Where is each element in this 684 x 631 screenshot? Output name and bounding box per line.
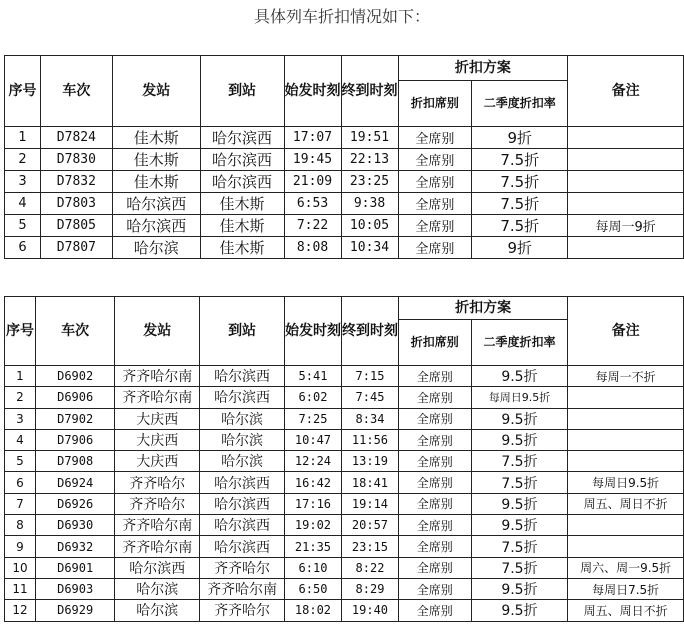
discount-rate-cell: 7.5折 — [472, 215, 568, 237]
table-row — [5, 557, 684, 578]
arrive-time-cell: 7:15 — [341, 366, 398, 387]
remark-cell — [568, 171, 684, 193]
depart-time-cell: 8:08 — [284, 237, 341, 259]
header-plan: 折扣方案 — [398, 56, 568, 81]
train-cell: D6902 — [35, 366, 114, 387]
remark-cell — [568, 536, 684, 557]
from-station-cell: 哈尔滨 — [115, 578, 200, 599]
discount-rate-cell: 9折 — [472, 127, 568, 149]
depart-time-cell: 17:07 — [284, 127, 341, 149]
header-train: 车次 — [35, 297, 114, 366]
from-station-cell: 大庆西 — [115, 408, 200, 429]
seq-cell: 5 — [5, 451, 36, 472]
arrive-time-cell: 7:45 — [341, 387, 398, 408]
to-station-cell: 佳木斯 — [200, 237, 284, 259]
to-station-cell: 哈尔滨西 — [200, 472, 285, 493]
from-station-cell: 哈尔滨西 — [112, 193, 200, 215]
remark-cell: 每周日9.5折 — [568, 472, 684, 493]
seq-cell: 9 — [5, 536, 36, 557]
arrive-time-cell: 20:57 — [341, 515, 398, 536]
to-station-cell: 哈尔滨西 — [200, 515, 285, 536]
depart-time-cell: 12:24 — [284, 451, 341, 472]
remark-cell: 每周一9折 — [568, 215, 684, 237]
to-station-cell: 哈尔滨西 — [200, 366, 285, 387]
header-seat-class: 折扣席别 — [398, 81, 472, 127]
seq-cell: 6 — [5, 237, 41, 259]
seq-cell: 1 — [5, 127, 41, 149]
arrive-time-cell: 9:38 — [341, 193, 398, 215]
header-q2-rate: 二季度折扣率 — [472, 81, 568, 127]
seq-cell: 5 — [5, 215, 41, 237]
discount-rate-cell: 7.5折 — [472, 193, 568, 215]
arrive-time-cell: 19:14 — [341, 493, 398, 514]
seq-cell: 6 — [5, 472, 36, 493]
remark-cell: 每周一不折 — [568, 366, 684, 387]
header-arrive: 终到时刻 — [341, 297, 398, 366]
header-to: 到站 — [200, 56, 284, 127]
table-row — [5, 515, 684, 536]
from-station-cell: 齐齐哈尔 — [115, 493, 200, 514]
discount-rate-cell: 7.5折 — [471, 451, 568, 472]
seq-cell: 12 — [5, 600, 36, 621]
depart-time-cell: 6:53 — [284, 193, 341, 215]
remark-cell — [568, 451, 684, 472]
seq-cell: 11 — [5, 578, 36, 599]
seq-cell: 2 — [5, 149, 41, 171]
train-cell: D7803 — [40, 193, 112, 215]
header-depart: 始发时刻 — [284, 297, 341, 366]
table-row — [5, 237, 684, 259]
remark-cell: 周六、周一9.5折 — [568, 557, 684, 578]
discount-rate-cell: 9折 — [472, 237, 568, 259]
from-station-cell: 大庆西 — [115, 429, 200, 450]
arrive-time-cell: 10:05 — [341, 215, 398, 237]
arrive-time-cell: 8:29 — [341, 578, 398, 599]
seat-class-cell: 全席别 — [398, 149, 472, 171]
table-row — [5, 215, 684, 237]
arrive-time-cell: 18:41 — [341, 472, 398, 493]
to-station-cell: 哈尔滨 — [200, 429, 285, 450]
remark-cell — [568, 408, 684, 429]
to-station-cell: 哈尔滨 — [200, 408, 285, 429]
train-cell: D7902 — [35, 408, 114, 429]
discount-rate-cell: 9.5折 — [471, 600, 568, 621]
header-depart: 始发时刻 — [284, 56, 341, 127]
table-row — [5, 171, 684, 193]
discount-rate-cell: 9.5折 — [471, 429, 568, 450]
discount-rate-cell: 9.5折 — [471, 515, 568, 536]
seq-cell: 10 — [5, 557, 36, 578]
from-station-cell: 佳木斯 — [112, 127, 200, 149]
depart-time-cell: 17:16 — [284, 493, 341, 514]
seq-cell: 8 — [5, 515, 36, 536]
to-station-cell: 哈尔滨西 — [200, 149, 284, 171]
seat-class-cell: 全席别 — [398, 215, 472, 237]
train-cell: D7832 — [40, 171, 112, 193]
depart-time-cell: 7:22 — [284, 215, 341, 237]
header-arrive: 终到时刻 — [341, 56, 398, 127]
discount-rate-cell: 9.5折 — [471, 578, 568, 599]
header-to: 到站 — [200, 297, 285, 366]
from-station-cell: 齐齐哈尔南 — [115, 387, 200, 408]
seat-class-cell: 全席别 — [398, 408, 471, 429]
train-cell: D6901 — [35, 557, 114, 578]
train-cell: D6926 — [35, 493, 114, 514]
remark-cell — [568, 237, 684, 259]
train-cell: D7830 — [40, 149, 112, 171]
remark-cell — [568, 515, 684, 536]
depart-time-cell: 10:47 — [284, 429, 341, 450]
seat-class-cell: 全席别 — [398, 237, 472, 259]
to-station-cell: 齐齐哈尔 — [200, 600, 285, 621]
train-cell: D7805 — [40, 215, 112, 237]
depart-time-cell: 6:02 — [284, 387, 341, 408]
header-from: 发站 — [112, 56, 200, 127]
seq-cell: 3 — [5, 408, 36, 429]
seat-class-cell: 全席别 — [398, 366, 471, 387]
seat-class-cell: 全席别 — [398, 578, 471, 599]
to-station-cell: 哈尔滨西 — [200, 171, 284, 193]
seat-class-cell: 全席别 — [398, 171, 472, 193]
table-row — [5, 366, 684, 387]
from-station-cell: 哈尔滨西 — [112, 215, 200, 237]
seat-class-cell: 全席别 — [398, 515, 471, 536]
train-cell: D6930 — [35, 515, 114, 536]
seat-class-cell: 全席别 — [398, 600, 471, 621]
table-row — [5, 578, 684, 599]
from-station-cell: 哈尔滨 — [115, 600, 200, 621]
header-remark: 备注 — [568, 56, 684, 127]
seat-class-cell: 全席别 — [398, 536, 471, 557]
seq-cell: 7 — [5, 493, 36, 514]
from-station-cell: 佳木斯 — [112, 171, 200, 193]
depart-time-cell: 7:25 — [284, 408, 341, 429]
depart-time-cell: 21:35 — [284, 536, 341, 557]
seq-cell: 4 — [5, 193, 41, 215]
intro-text: 具体列车折扣情况如下： — [253, 7, 430, 26]
to-station-cell: 哈尔滨西 — [200, 493, 285, 514]
seat-class-cell: 全席别 — [398, 127, 472, 149]
discount-rate-cell: 7.5折 — [472, 149, 568, 171]
discount-table-1 — [4, 55, 684, 259]
to-station-cell: 佳木斯 — [200, 193, 284, 215]
depart-time-cell: 16:42 — [284, 472, 341, 493]
to-station-cell: 齐齐哈尔 — [200, 557, 285, 578]
train-cell: D6929 — [35, 600, 114, 621]
to-station-cell: 佳木斯 — [200, 215, 284, 237]
seq-cell: 2 — [5, 387, 36, 408]
header-seat-class: 折扣席别 — [398, 320, 471, 366]
train-cell: D7906 — [35, 429, 114, 450]
train-cell: D6924 — [35, 472, 114, 493]
from-station-cell: 大庆西 — [115, 451, 200, 472]
header-train: 车次 — [40, 56, 112, 127]
header-seq: 序号 — [5, 297, 36, 366]
seat-class-cell: 全席别 — [398, 472, 471, 493]
table-row — [5, 472, 684, 493]
to-station-cell: 哈尔滨西 — [200, 127, 284, 149]
discount-rate-cell: 9.5折 — [471, 408, 568, 429]
remark-cell: 周五、周日不折 — [568, 600, 684, 621]
table-row — [5, 193, 684, 215]
arrive-time-cell: 11:56 — [341, 429, 398, 450]
arrive-time-cell: 19:51 — [341, 127, 398, 149]
remark-cell — [568, 149, 684, 171]
arrive-time-cell: 8:34 — [341, 408, 398, 429]
from-station-cell: 齐齐哈尔南 — [115, 515, 200, 536]
discount-table-2 — [4, 296, 684, 622]
from-station-cell: 哈尔滨 — [112, 237, 200, 259]
arrive-time-cell: 19:40 — [341, 600, 398, 621]
seat-class-cell: 全席别 — [398, 493, 471, 514]
arrive-time-cell: 10:34 — [341, 237, 398, 259]
from-station-cell: 齐齐哈尔南 — [115, 536, 200, 557]
table-row — [5, 387, 684, 408]
remark-cell — [568, 387, 684, 408]
to-station-cell: 哈尔滨西 — [200, 387, 285, 408]
depart-time-cell: 19:45 — [284, 149, 341, 171]
seq-cell: 3 — [5, 171, 41, 193]
depart-time-cell: 19:02 — [284, 515, 341, 536]
depart-time-cell: 18:02 — [284, 600, 341, 621]
train-cell: D6906 — [35, 387, 114, 408]
seat-class-cell: 全席别 — [398, 429, 471, 450]
table-row — [5, 493, 684, 514]
from-station-cell: 哈尔滨西 — [115, 557, 200, 578]
header-from: 发站 — [115, 297, 200, 366]
arrive-time-cell: 8:22 — [341, 557, 398, 578]
remark-cell: 每周日7.5折 — [568, 578, 684, 599]
to-station-cell: 哈尔滨西 — [200, 536, 285, 557]
train-cell: D6903 — [35, 578, 114, 599]
remark-cell — [568, 127, 684, 149]
discount-rate-cell: 7.5折 — [471, 536, 568, 557]
table-row — [5, 451, 684, 472]
arrive-time-cell: 13:19 — [341, 451, 398, 472]
train-cell: D7807 — [40, 237, 112, 259]
seq-cell: 4 — [5, 429, 36, 450]
from-station-cell: 佳木斯 — [112, 149, 200, 171]
from-station-cell: 齐齐哈尔 — [115, 472, 200, 493]
remark-cell: 周五、周日不折 — [568, 493, 684, 514]
to-station-cell: 哈尔滨 — [200, 451, 285, 472]
table-row — [5, 429, 684, 450]
from-station-cell: 齐齐哈尔南 — [115, 366, 200, 387]
depart-time-cell: 6:10 — [284, 557, 341, 578]
train-cell: D6932 — [35, 536, 114, 557]
arrive-time-cell: 23:15 — [341, 536, 398, 557]
depart-time-cell: 21:09 — [284, 171, 341, 193]
arrive-time-cell: 23:25 — [341, 171, 398, 193]
discount-rate-cell: 每周日9.5折 — [471, 387, 568, 408]
discount-rate-cell: 9.5折 — [471, 366, 568, 387]
discount-rate-cell: 7.5折 — [471, 472, 568, 493]
seat-class-cell: 全席别 — [398, 193, 472, 215]
remark-cell — [568, 429, 684, 450]
table-row — [5, 127, 684, 149]
discount-rate-cell: 7.5折 — [472, 171, 568, 193]
header-q2-rate: 二季度折扣率 — [471, 320, 568, 366]
seat-class-cell: 全席别 — [398, 387, 471, 408]
table-row — [5, 408, 684, 429]
remark-cell — [568, 193, 684, 215]
train-cell: D7824 — [40, 127, 112, 149]
discount-rate-cell: 9.5折 — [471, 493, 568, 514]
train-cell: D7908 — [35, 451, 114, 472]
seq-cell: 1 — [5, 366, 36, 387]
header-seq: 序号 — [5, 56, 41, 127]
arrive-time-cell: 22:13 — [341, 149, 398, 171]
header-plan: 折扣方案 — [398, 297, 567, 320]
to-station-cell: 齐齐哈尔南 — [200, 578, 285, 599]
seat-class-cell: 全席别 — [398, 557, 471, 578]
seat-class-cell: 全席别 — [398, 451, 471, 472]
discount-rate-cell: 7.5折 — [471, 557, 568, 578]
table-row — [5, 600, 684, 621]
table-row — [5, 149, 684, 171]
table-row — [5, 536, 684, 557]
depart-time-cell: 6:50 — [284, 578, 341, 599]
header-remark: 备注 — [568, 297, 684, 366]
depart-time-cell: 5:41 — [284, 366, 341, 387]
